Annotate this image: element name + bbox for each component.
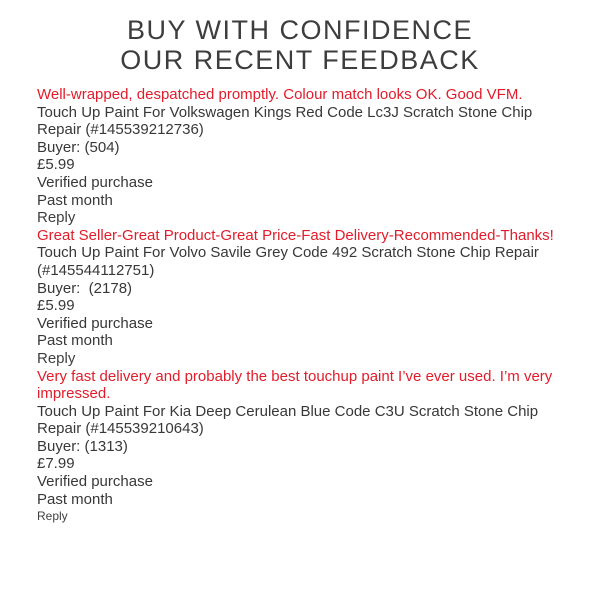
feedback-entry — [37, 227, 567, 368]
feedback-comment: Very fast delivery and probably the best touchup paint I’ve ever used. I’m very impressed. — [37, 367, 557, 403]
verified-purchase-label: Verified purchase — [37, 314, 153, 332]
verified-purchase-label: Verified purchase — [37, 473, 153, 491]
reply-link[interactable]: Reply — [37, 209, 76, 227]
buyer-info: Buyer: (1313) — [37, 437, 128, 455]
feedback-list — [0, 86, 567, 524]
buyer-info: Buyer: (2178) — [37, 279, 133, 297]
page-title-line2: OUR RECENT FEEDBACK — [120, 45, 480, 75]
page-title-line1: BUY WITH CONFIDENCE — [126, 15, 473, 45]
item-title: Touch Up Paint For Kia Deep Cerulean Blue Code C3U Scratch Stone Chip Repair (#145539210643) — [37, 402, 543, 438]
feedback-comment: Great Seller-Great Product-Great Price-Fast Delivery-Recommended-Thanks! — [37, 226, 554, 244]
item-price: £5.99 — [37, 156, 75, 174]
feedback-period: Past month — [37, 490, 113, 508]
item-title: Touch Up Paint For Volkswagen Kings Red Code Lc3J Scratch Stone Chip Repair (#145539212736) — [37, 103, 537, 139]
feedback-comment: Well-wrapped, despatched promptly. Colour match looks OK. Good VFM. — [37, 86, 523, 103]
page-title — [0, 0, 600, 75]
item-price: £7.99 — [37, 455, 75, 473]
item-price: £5.99 — [37, 297, 75, 315]
verified-purchase-label: Verified purchase — [37, 173, 153, 191]
feedback-entry — [37, 368, 567, 525]
item-title: Touch Up Paint For Volvo Savile Grey Code 492 Scratch Stone Chip Repair (#145544112751) — [37, 244, 544, 279]
feedback-period: Past month — [37, 332, 113, 350]
feedback-period: Past month — [37, 191, 113, 209]
reply-link[interactable]: Reply — [37, 349, 76, 367]
reply-link[interactable]: Reply — [37, 509, 68, 524]
feedback-entry — [37, 86, 567, 227]
buyer-info: Buyer: (504) — [37, 138, 120, 156]
